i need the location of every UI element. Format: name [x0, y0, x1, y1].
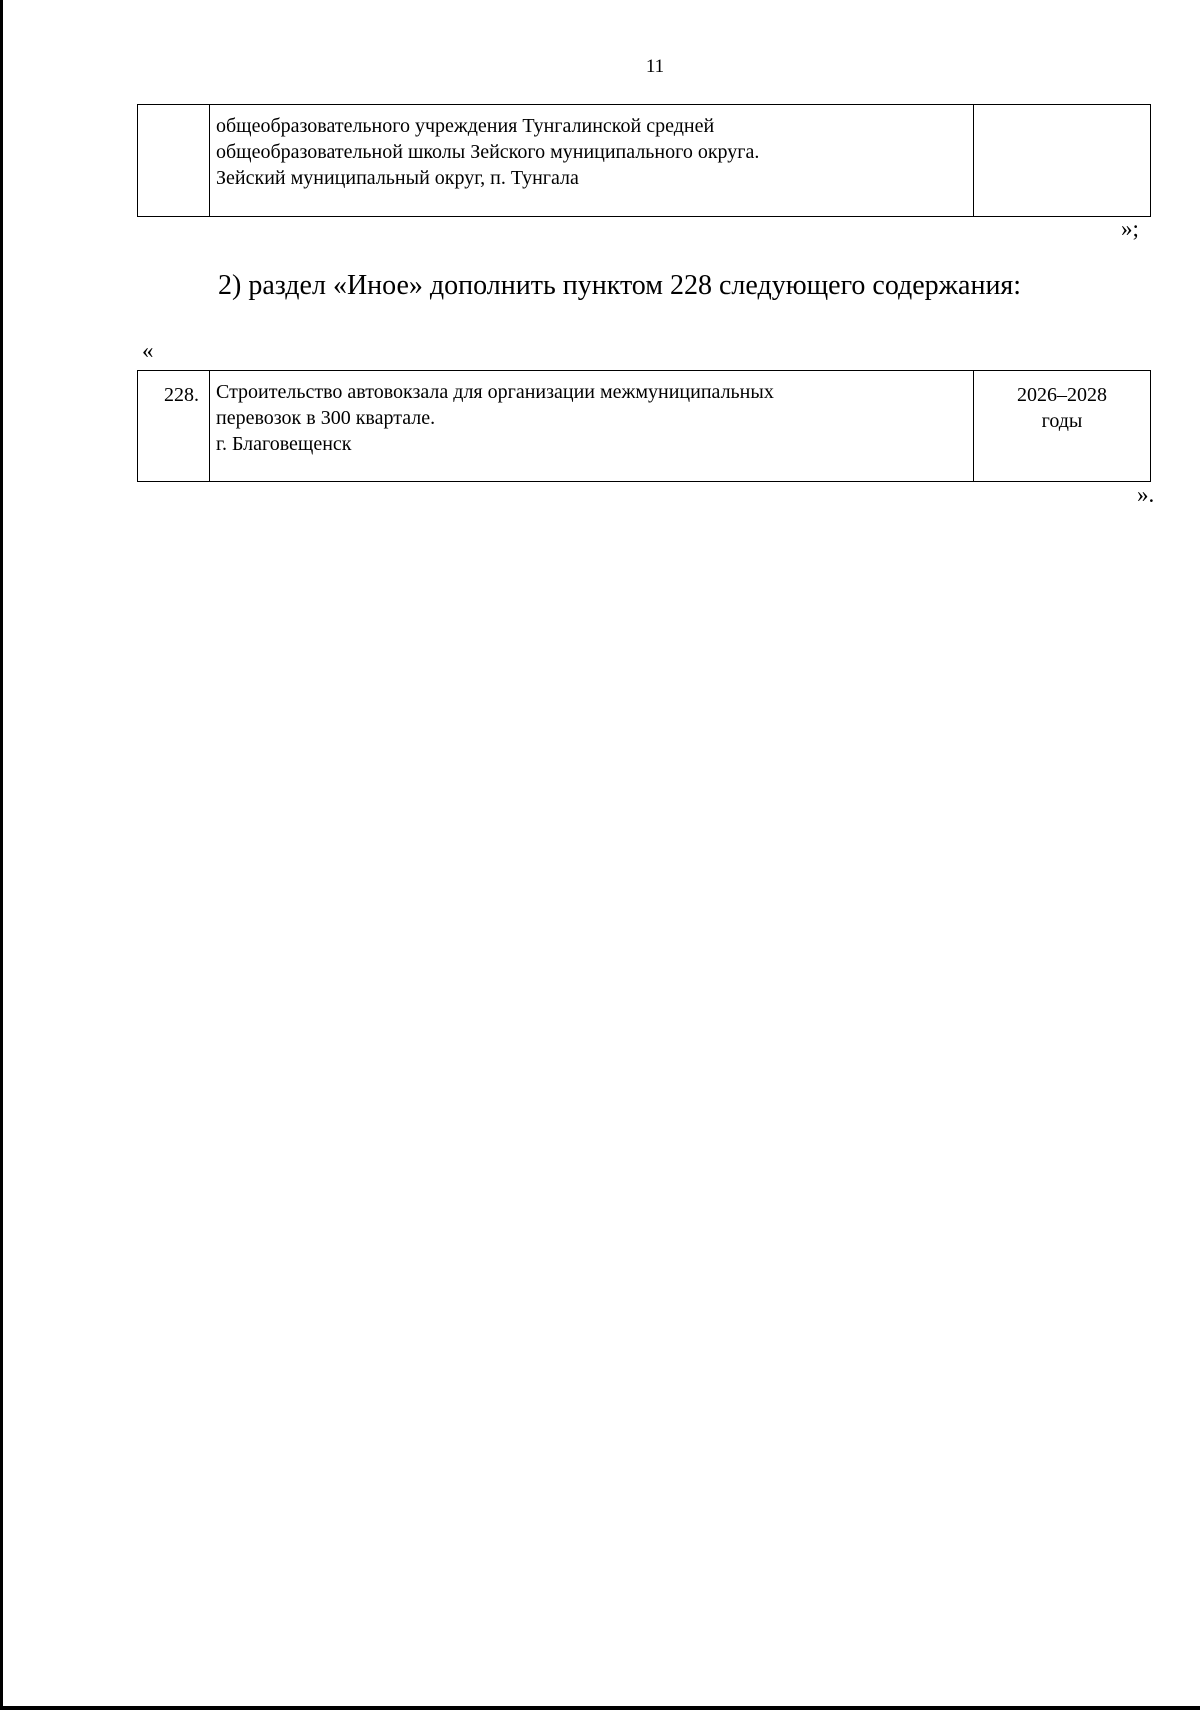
description-line: общеобразовательной школы Зейского муниципального округа. — [216, 141, 760, 163]
opening-quote: « — [142, 338, 154, 363]
closing-quote: »; — [1121, 216, 1139, 241]
row-description-cell — [210, 371, 974, 482]
description-line: перевозок в 300 квартале. — [216, 407, 436, 429]
table-row — [138, 105, 1151, 217]
description-line: общеобразовательного учреждения Тунгалинской средней — [216, 115, 715, 137]
row-number-cell: 228. — [138, 371, 210, 482]
description-line: Зейский муниципальный округ, п. Тунгала — [216, 167, 579, 189]
description-line: г. Благовещенск — [216, 433, 352, 455]
table-row — [138, 371, 1151, 482]
amendment-instruction: 2) раздел «Иное» дополнить пунктом 228 следующего содержания: — [218, 270, 1022, 301]
closing-quote: ». — [1137, 482, 1155, 507]
scan-edge-bottom — [0, 1706, 1200, 1710]
row-description-cell — [210, 105, 974, 217]
row-period-cell — [974, 105, 1151, 217]
row-number-cell — [138, 105, 210, 217]
row-period-cell — [974, 371, 1151, 482]
new-item-table — [137, 370, 1151, 482]
description-line: Строительство автовокзала для организации межмуниципальных — [216, 381, 774, 403]
period-line: 2026–2028 — [1017, 384, 1107, 406]
continued-table — [137, 104, 1151, 217]
scan-edge-left — [0, 0, 3, 1710]
page-number: 11 — [645, 56, 665, 77]
period-line: годы — [1041, 410, 1083, 432]
